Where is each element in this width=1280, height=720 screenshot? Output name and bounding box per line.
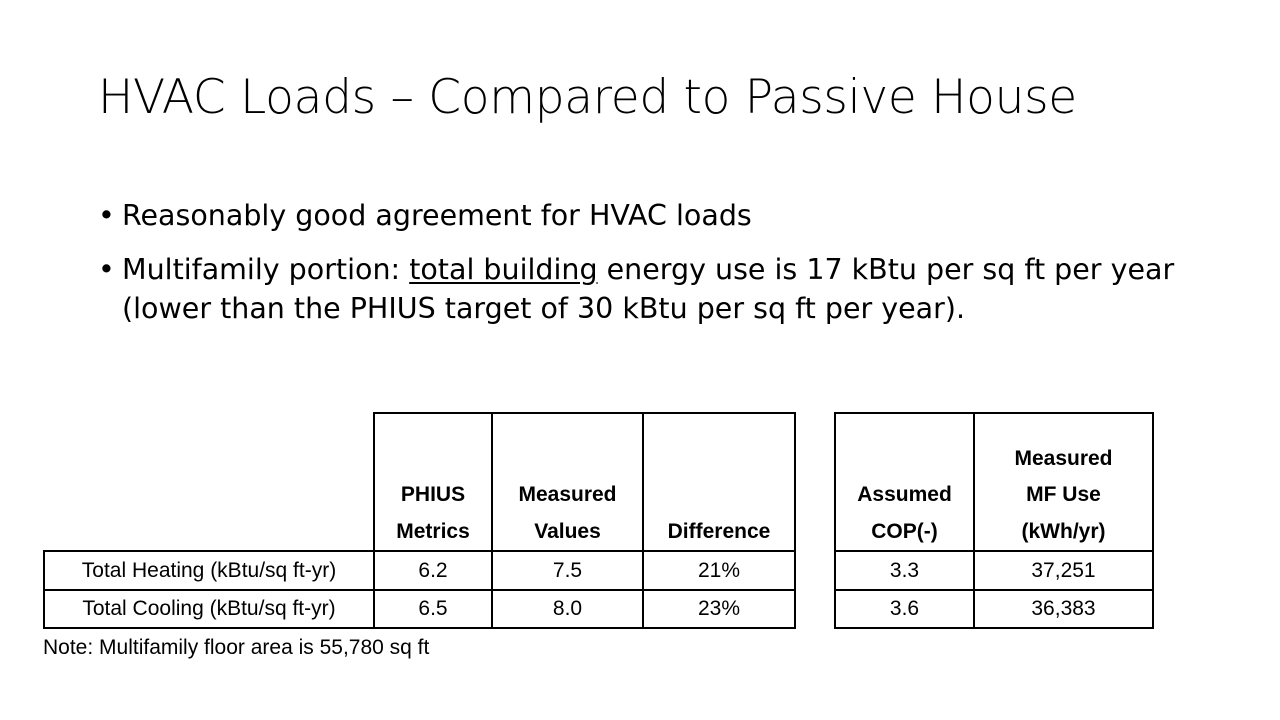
header-spacer	[44, 413, 374, 551]
hvac-loads-table	[43, 412, 1154, 629]
header-difference: Difference	[643, 413, 795, 551]
cell-measured: 7.5	[492, 551, 643, 590]
column-gap	[795, 590, 835, 628]
cell-cop: 3.6	[835, 590, 974, 628]
cell-difference: 21%	[643, 551, 795, 590]
cell-measured: 8.0	[492, 590, 643, 628]
table-header-row	[44, 413, 1153, 551]
bullet-marker: •	[98, 253, 115, 286]
header-measured-mf-use: Measured MF Use (kWh/yr)	[974, 413, 1153, 551]
bullet-text-prefix: Multifamily portion:	[122, 253, 410, 286]
cell-phius: 6.5	[374, 590, 492, 628]
column-gap	[795, 551, 835, 590]
cell-difference: 23%	[643, 590, 795, 628]
row-label: Total Heating (kBtu/sq ft-yr)	[44, 551, 374, 590]
bullet-text: Reasonably good agreement for HVAC loads	[122, 199, 752, 232]
underlined-text: total building	[409, 253, 598, 286]
table-row	[44, 590, 1153, 628]
table-row	[44, 551, 1153, 590]
cell-cop: 3.3	[835, 551, 974, 590]
cell-phius: 6.2	[374, 551, 492, 590]
header-assumed-cop: Assumed COP(-)	[835, 413, 974, 551]
slide-title: HVAC Loads – Compared to Passive House	[98, 70, 1077, 125]
bullet-text	[122, 253, 1174, 325]
bullet-marker: •	[98, 199, 115, 232]
bullet-list	[98, 196, 1198, 343]
header-phius-metrics: PHIUS Metrics	[374, 413, 492, 551]
header-measured-values: Measured Values	[492, 413, 643, 551]
cell-mf-use: 37,251	[974, 551, 1153, 590]
table-note: Note: Multifamily floor area is 55,780 sq ft	[43, 636, 430, 659]
bullet-item	[98, 250, 1198, 328]
cell-mf-use: 36,383	[974, 590, 1153, 628]
column-gap	[795, 413, 835, 551]
bullet-item	[98, 196, 1198, 235]
bullet-text-suffix: energy use is 17 kBtu per sq ft per year (lower than the PHIUS target of 30 kBtu per sq ft per year).	[122, 253, 1175, 325]
row-label: Total Cooling (kBtu/sq ft-yr)	[44, 590, 374, 628]
